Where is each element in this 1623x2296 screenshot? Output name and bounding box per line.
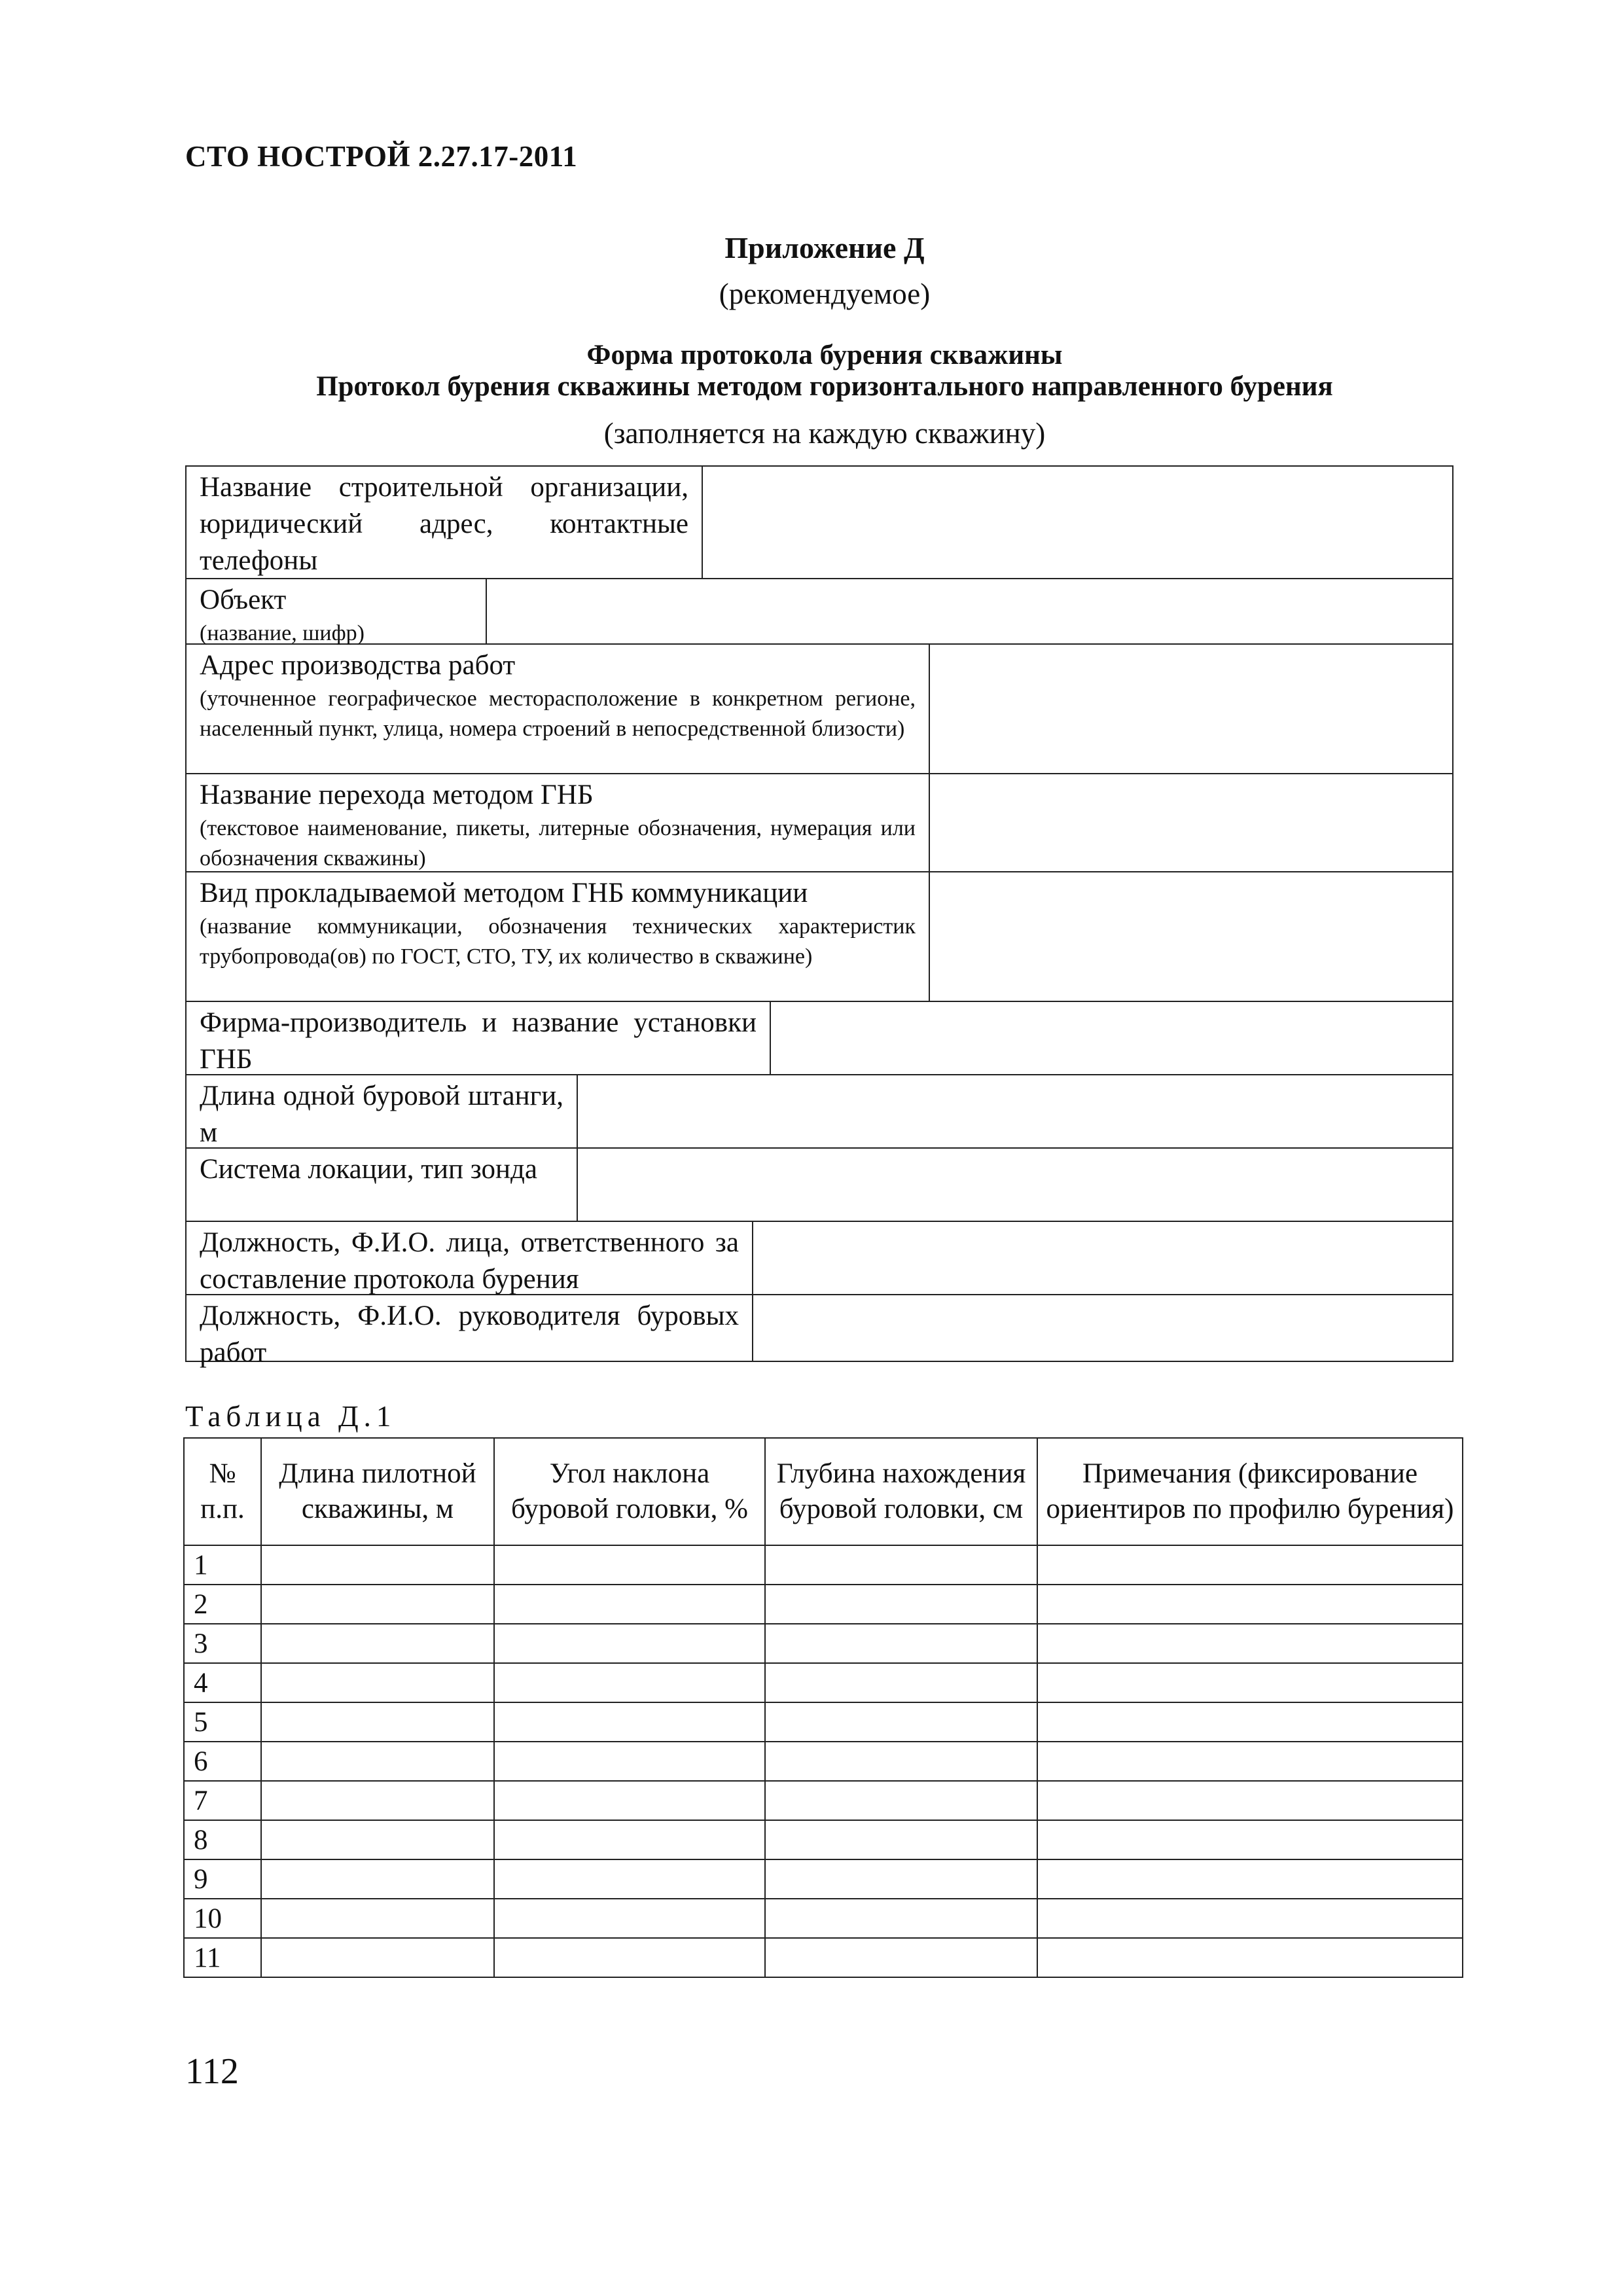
form-row-object: [187, 579, 1452, 645]
object-value-field[interactable]: [487, 579, 1452, 643]
row-number: 2: [184, 1585, 261, 1624]
row-number: 7: [184, 1781, 261, 1820]
responsible-label: Должность, Ф.И.О. лица, ответственного за составление протокола бурения: [200, 1227, 739, 1295]
pilot-length-cell[interactable]: [261, 1899, 494, 1938]
protocol-form: [185, 465, 1454, 1368]
row-number: 1: [184, 1545, 261, 1585]
rod-length-value-field[interactable]: [578, 1075, 1452, 1147]
crossing-value-field[interactable]: [930, 774, 1452, 871]
table-row: [184, 1702, 1463, 1742]
form-title: [0, 340, 1623, 403]
table-row: [184, 1859, 1463, 1899]
inclination-cell[interactable]: [494, 1585, 765, 1624]
notes-cell[interactable]: [1037, 1663, 1463, 1702]
row-number: 8: [184, 1820, 261, 1859]
table-header-row: [184, 1438, 1463, 1545]
form-title-line-2: Протокол бурения скважины методом горизонтального направленного бурения: [316, 371, 1333, 402]
depth-cell[interactable]: [765, 1545, 1037, 1585]
address-label: Адрес производства работ: [200, 650, 516, 681]
inclination-cell[interactable]: [494, 1742, 765, 1781]
depth-cell[interactable]: [765, 1859, 1037, 1899]
depth-cell[interactable]: [765, 1820, 1037, 1859]
depth-cell[interactable]: [765, 1624, 1037, 1663]
row-number: 4: [184, 1663, 261, 1702]
pilot-length-cell[interactable]: [261, 1938, 494, 1977]
table-caption: Таблица Д.1: [185, 1400, 397, 1433]
inclination-cell[interactable]: [494, 1820, 765, 1859]
pilot-length-cell[interactable]: [261, 1702, 494, 1742]
table-row: [184, 1585, 1463, 1624]
inclination-cell[interactable]: [494, 1859, 765, 1899]
notes-cell[interactable]: [1037, 1742, 1463, 1781]
organization-label: Название строительной организации, юридический адрес, контактные телефоны: [200, 472, 688, 576]
table-row: [184, 1663, 1463, 1702]
pilot-length-cell[interactable]: [261, 1585, 494, 1624]
locator-value-field[interactable]: [578, 1149, 1452, 1221]
form-title-line-1: Форма протокола бурения скважины: [586, 340, 1063, 370]
notes-cell[interactable]: [1037, 1624, 1463, 1663]
appendix-title: Приложение Д: [724, 231, 925, 264]
row-number: 11: [184, 1938, 261, 1977]
depth-cell[interactable]: [765, 1899, 1037, 1938]
form-row-supervisor: [187, 1295, 1452, 1368]
inclination-cell[interactable]: [494, 1663, 765, 1702]
crossing-sublabel: (текстовое наименование, пикеты, литерные обозначения, нумерация или обозначения скважины): [200, 816, 916, 870]
depth-cell[interactable]: [765, 1781, 1037, 1820]
utility-label: Вид прокладываемой методом ГНБ коммуникации: [200, 878, 808, 908]
locator-label: Система локации, тип зонда: [200, 1154, 537, 1185]
table-row: [184, 1938, 1463, 1977]
column-header-notes: Примечания (фиксирование ориентиров по профилю бурения): [1037, 1438, 1463, 1545]
supervisor-value-field[interactable]: [753, 1295, 1452, 1361]
rig-value-field[interactable]: [771, 1002, 1452, 1074]
notes-cell[interactable]: [1037, 1938, 1463, 1977]
notes-cell[interactable]: [1037, 1702, 1463, 1742]
form-row-organization: [187, 467, 1452, 579]
inclination-cell[interactable]: [494, 1702, 765, 1742]
pilot-length-cell[interactable]: [261, 1781, 494, 1820]
appendix-status: (рекомендуемое): [719, 278, 931, 310]
column-header-inclination: Угол наклона буровой головки, %: [494, 1438, 765, 1545]
drilling-table: [183, 1437, 1463, 1978]
notes-cell[interactable]: [1037, 1859, 1463, 1899]
column-header-number: № п.п.: [184, 1438, 261, 1545]
rig-label: Фирма-производитель и название установки ГНБ: [200, 1007, 757, 1075]
table-row: [184, 1820, 1463, 1859]
pilot-length-cell[interactable]: [261, 1663, 494, 1702]
row-number: 6: [184, 1742, 261, 1781]
fill-note: (заполняется на каждую скважину): [603, 417, 1046, 450]
row-number: 10: [184, 1899, 261, 1938]
inclination-cell[interactable]: [494, 1781, 765, 1820]
table-row: [184, 1624, 1463, 1663]
form-row-rig: [187, 1002, 1452, 1075]
utility-value-field[interactable]: [930, 872, 1452, 1001]
depth-cell[interactable]: [765, 1938, 1037, 1977]
depth-cell[interactable]: [765, 1702, 1037, 1742]
inclination-cell[interactable]: [494, 1899, 765, 1938]
document-code: СТО НОСТРОЙ 2.27.17-2011: [185, 140, 578, 173]
table-row: [184, 1742, 1463, 1781]
form-row-address: [187, 645, 1452, 774]
form-row-rod-length: [187, 1075, 1452, 1149]
notes-cell[interactable]: [1037, 1545, 1463, 1585]
table-row: [184, 1545, 1463, 1585]
supervisor-label: Должность, Ф.И.О. руководителя буровых работ: [200, 1300, 739, 1368]
page-number: 112: [185, 2051, 239, 2092]
row-number: 5: [184, 1702, 261, 1742]
pilot-length-cell[interactable]: [261, 1859, 494, 1899]
depth-cell[interactable]: [765, 1585, 1037, 1624]
row-number: 3: [184, 1624, 261, 1663]
inclination-cell[interactable]: [494, 1545, 765, 1585]
pilot-length-cell[interactable]: [261, 1742, 494, 1781]
form-row-responsible: [187, 1222, 1452, 1295]
form-row-locator: [187, 1149, 1452, 1222]
depth-cell[interactable]: [765, 1742, 1037, 1781]
notes-cell[interactable]: [1037, 1899, 1463, 1938]
responsible-value-field[interactable]: [753, 1222, 1452, 1294]
object-label: Объект: [200, 584, 287, 615]
inclination-cell[interactable]: [494, 1938, 765, 1977]
utility-sublabel: (название коммуникации, обозначения технических характеристик трубопровода(ов) по ГОСТ, СТО, ТУ, их количество в скважине): [200, 914, 916, 969]
rod-length-label: Длина одной буровой штанги, м: [200, 1081, 563, 1148]
column-header-depth: Глубина нахождения буровой головки, см: [765, 1438, 1037, 1545]
notes-cell[interactable]: [1037, 1820, 1463, 1859]
table-row: [184, 1899, 1463, 1938]
form-row-utility: [187, 872, 1452, 1002]
crossing-label: Название перехода методом ГНБ: [200, 780, 594, 810]
form-row-crossing: [187, 774, 1452, 872]
row-number: 9: [184, 1859, 261, 1899]
pilot-length-cell[interactable]: [261, 1820, 494, 1859]
organization-value-field[interactable]: [703, 467, 1452, 578]
column-header-pilot-length: Длина пилотной скважины, м: [261, 1438, 494, 1545]
depth-cell[interactable]: [765, 1663, 1037, 1702]
inclination-cell[interactable]: [494, 1624, 765, 1663]
pilot-length-cell[interactable]: [261, 1545, 494, 1585]
pilot-length-cell[interactable]: [261, 1624, 494, 1663]
notes-cell[interactable]: [1037, 1781, 1463, 1820]
table-row: [184, 1781, 1463, 1820]
address-value-field[interactable]: [930, 645, 1452, 773]
object-sublabel: (название, шифр): [200, 621, 365, 645]
notes-cell[interactable]: [1037, 1585, 1463, 1624]
address-sublabel: (уточненное географическое месторасположение в конкретном регионе, населенный пункт, улица, номера строений в непосредственной близости): [200, 687, 916, 741]
